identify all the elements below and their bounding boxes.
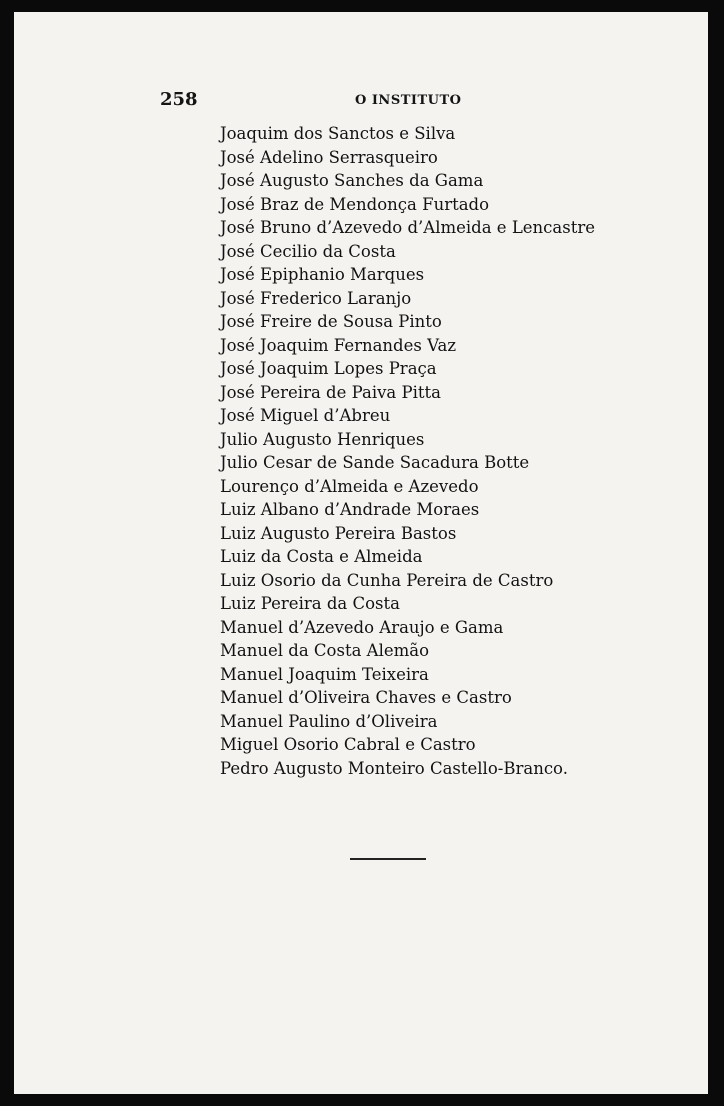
- book-page: [14, 12, 708, 1094]
- list-item: Luiz Osorio da Cunha Pereira de Castro: [220, 570, 554, 590]
- list-item: Manuel Paulino d’Oliveira: [220, 711, 438, 731]
- list-item: José Epiphanio Marques: [220, 265, 425, 284]
- list-item: Manuel da Costa Alemão: [220, 641, 430, 660]
- list-item: José Augusto Sanches da Gama: [220, 171, 484, 190]
- list-item: José Joaquim Fernandes Vaz: [220, 335, 457, 355]
- list-item: Manuel d’Oliveira Chaves e Castro: [220, 688, 512, 707]
- list-item: Joaquim dos Sanctos e Silva: [220, 124, 456, 143]
- list-item: José Adelino Serrasqueiro: [220, 147, 438, 167]
- list-item: Julio Cesar de Sande Sacadura Botte: [220, 453, 530, 472]
- page-number: 258: [160, 89, 198, 110]
- list-item: Luiz Albano d’Andrade Moraes: [220, 500, 480, 519]
- list-item: José Bruno d’Azevedo d’Almeida e Lencastre: [220, 218, 595, 237]
- list-item: José Joaquim Lopes Praça: [220, 359, 437, 378]
- running-title: O INSTITUTO: [355, 93, 462, 108]
- list-item: Luiz Augusto Pereira Bastos: [220, 523, 457, 543]
- list-item: José Freire de Sousa Pinto: [220, 312, 442, 331]
- list-item: Pedro Augusto Monteiro Castello-Branco.: [220, 758, 568, 778]
- end-rule: [350, 858, 426, 860]
- list-item: Luiz da Costa e Almeida: [220, 547, 423, 566]
- list-item: Manuel d’Azevedo Araujo e Gama: [220, 617, 504, 637]
- list-item: José Pereira de Paiva Pitta: [220, 382, 441, 402]
- list-item: José Miguel d’Abreu: [220, 406, 391, 425]
- member-list: [220, 122, 595, 780]
- list-item: Manuel Joaquim Teixeira: [220, 664, 429, 684]
- list-item: Julio Augusto Henriques: [220, 429, 425, 449]
- list-item: José Braz de Mendonça Furtado: [220, 194, 490, 214]
- page-header: [14, 89, 708, 113]
- list-item: Luiz Pereira da Costa: [220, 594, 400, 613]
- list-item: Lourenço d’Almeida e Azevedo: [220, 476, 479, 496]
- list-item: José Cecilio da Costa: [220, 241, 396, 261]
- list-item: José Frederico Laranjo: [220, 288, 412, 308]
- list-item: Miguel Osorio Cabral e Castro: [220, 735, 476, 754]
